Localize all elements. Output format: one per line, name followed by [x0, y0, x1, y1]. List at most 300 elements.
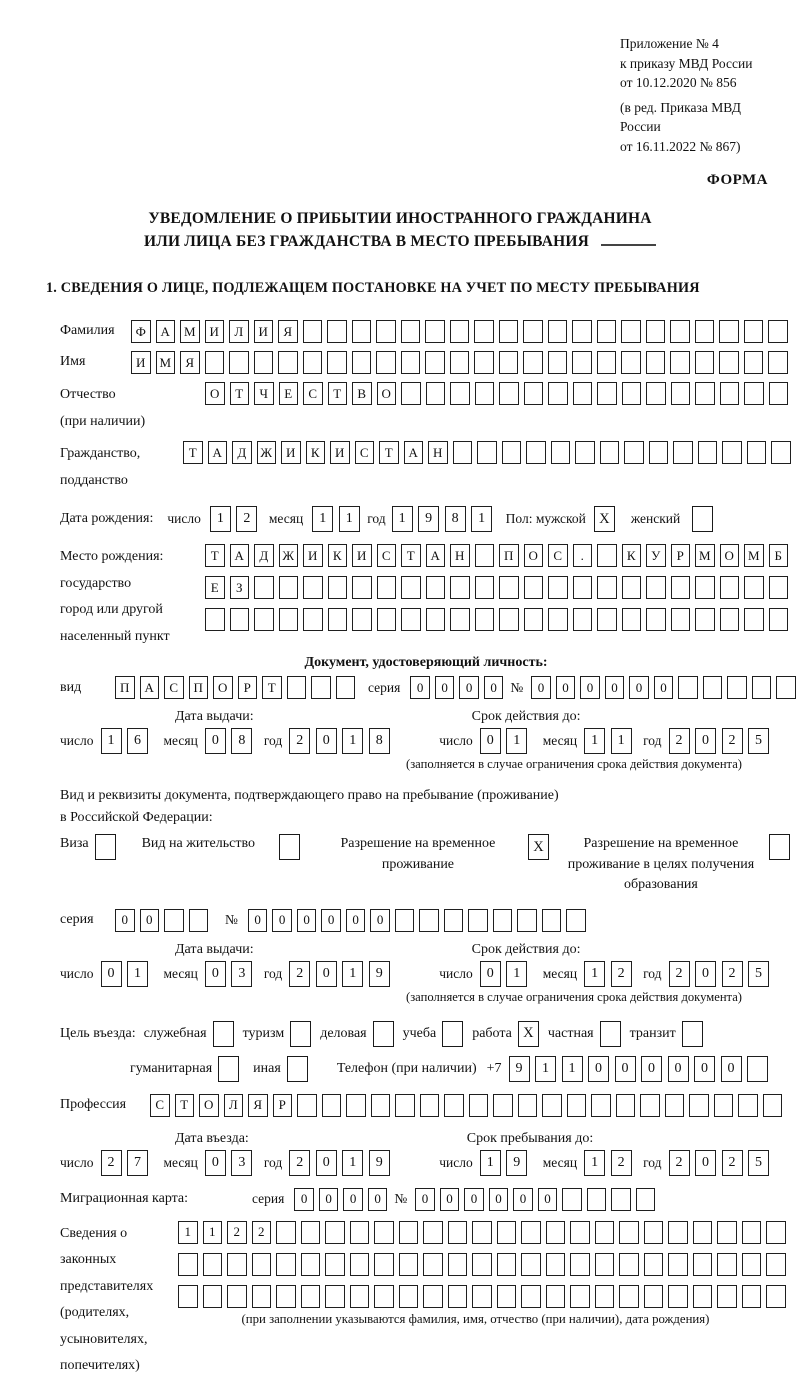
char-cell[interactable]: [475, 382, 495, 405]
char-cell[interactable]: 0: [435, 676, 455, 699]
char-cell[interactable]: 0: [321, 909, 341, 932]
char-cell[interactable]: [695, 608, 715, 631]
char-cell[interactable]: [717, 1285, 737, 1308]
char-cell[interactable]: [619, 1285, 639, 1308]
char-cell[interactable]: 2: [722, 728, 743, 754]
char-cell[interactable]: [644, 1253, 664, 1276]
char-cell[interactable]: [493, 909, 513, 932]
char-cell[interactable]: [325, 1285, 345, 1308]
char-cell[interactable]: [546, 1221, 566, 1244]
char-cell[interactable]: З: [230, 576, 250, 599]
char-cell[interactable]: [719, 351, 739, 374]
char-cell[interactable]: [575, 441, 595, 464]
char-cell[interactable]: 2: [611, 1150, 632, 1176]
char-cell[interactable]: [472, 1221, 492, 1244]
char-cell[interactable]: 0: [464, 1188, 484, 1211]
char-cell[interactable]: [450, 320, 470, 343]
char-cell[interactable]: [546, 1253, 566, 1276]
char-cell[interactable]: 0: [721, 1056, 742, 1082]
char-cell[interactable]: [600, 441, 620, 464]
char-cell[interactable]: [695, 382, 715, 405]
char-cell[interactable]: 1: [178, 1221, 198, 1244]
char-cell[interactable]: [597, 576, 617, 599]
char-cell[interactable]: [252, 1253, 272, 1276]
char-cell[interactable]: [668, 1285, 688, 1308]
char-cell[interactable]: [567, 1094, 587, 1117]
char-cell[interactable]: [747, 441, 767, 464]
char-cell[interactable]: [276, 1221, 296, 1244]
char-cell[interactable]: 1: [535, 1056, 556, 1082]
char-cell[interactable]: 0: [641, 1056, 662, 1082]
char-cell[interactable]: [570, 1285, 590, 1308]
char-cell[interactable]: К: [622, 544, 642, 567]
char-cell[interactable]: 1: [584, 1150, 605, 1176]
sex-female-checkbox[interactable]: [692, 506, 713, 532]
char-cell[interactable]: 9: [509, 1056, 530, 1082]
char-cell[interactable]: [178, 1253, 198, 1276]
char-cell[interactable]: 1: [611, 728, 632, 754]
char-cell[interactable]: [399, 1285, 419, 1308]
char-cell[interactable]: [297, 1094, 317, 1117]
char-cell[interactable]: С: [548, 544, 568, 567]
char-cell[interactable]: [717, 1253, 737, 1276]
char-cell[interactable]: Ф: [131, 320, 151, 343]
char-cell[interactable]: [426, 382, 446, 405]
char-cell[interactable]: 0: [695, 961, 716, 987]
char-cell[interactable]: [595, 1253, 615, 1276]
char-cell[interactable]: 1: [506, 728, 527, 754]
char-cell[interactable]: 0: [205, 1150, 226, 1176]
char-cell[interactable]: [521, 1253, 541, 1276]
char-cell[interactable]: Т: [175, 1094, 195, 1117]
char-cell[interactable]: [276, 1253, 296, 1276]
char-cell[interactable]: [769, 576, 789, 599]
char-cell[interactable]: [720, 576, 740, 599]
char-cell[interactable]: А: [140, 676, 160, 699]
char-cell[interactable]: 2: [289, 961, 310, 987]
char-cell[interactable]: [546, 1285, 566, 1308]
char-cell[interactable]: [493, 1094, 513, 1117]
char-cell[interactable]: [622, 576, 642, 599]
char-cell[interactable]: [548, 608, 568, 631]
char-cell[interactable]: 1: [392, 506, 413, 532]
char-cell[interactable]: [371, 1094, 391, 1117]
char-cell[interactable]: [448, 1253, 468, 1276]
char-cell[interactable]: [399, 1253, 419, 1276]
char-cell[interactable]: [752, 676, 772, 699]
char-cell[interactable]: [350, 1285, 370, 1308]
char-cell[interactable]: [374, 1285, 394, 1308]
char-cell[interactable]: [523, 351, 543, 374]
char-cell[interactable]: [521, 1221, 541, 1244]
char-cell[interactable]: Л: [229, 320, 249, 343]
char-cell[interactable]: Д: [254, 544, 274, 567]
char-cell[interactable]: 1: [342, 961, 363, 987]
char-cell[interactable]: А: [156, 320, 176, 343]
char-cell[interactable]: [693, 1253, 713, 1276]
char-cell[interactable]: [573, 576, 593, 599]
char-cell[interactable]: П: [115, 676, 135, 699]
char-cell[interactable]: Е: [279, 382, 299, 405]
char-cell[interactable]: [423, 1253, 443, 1276]
char-cell[interactable]: 2: [722, 961, 743, 987]
char-cell[interactable]: 0: [654, 676, 674, 699]
char-cell[interactable]: [744, 576, 764, 599]
char-cell[interactable]: Т: [328, 382, 348, 405]
char-cell[interactable]: П: [499, 544, 519, 567]
char-cell[interactable]: 2: [722, 1150, 743, 1176]
char-cell[interactable]: П: [189, 676, 209, 699]
char-cell[interactable]: [287, 676, 307, 699]
purpose-work-checkbox[interactable]: X: [518, 1021, 539, 1047]
char-cell[interactable]: 0: [484, 676, 504, 699]
char-cell[interactable]: [622, 608, 642, 631]
char-cell[interactable]: 0: [556, 676, 576, 699]
char-cell[interactable]: И: [330, 441, 350, 464]
char-cell[interactable]: 5: [748, 961, 769, 987]
char-cell[interactable]: [573, 608, 593, 631]
char-cell[interactable]: [695, 351, 715, 374]
char-cell[interactable]: 6: [127, 728, 148, 754]
char-cell[interactable]: 0: [629, 676, 649, 699]
char-cell[interactable]: [611, 1188, 631, 1211]
char-cell[interactable]: [448, 1285, 468, 1308]
char-cell[interactable]: 0: [588, 1056, 609, 1082]
char-cell[interactable]: [670, 351, 690, 374]
char-cell[interactable]: [425, 320, 445, 343]
char-cell[interactable]: [278, 351, 298, 374]
char-cell[interactable]: [548, 576, 568, 599]
char-cell[interactable]: [671, 382, 691, 405]
char-cell[interactable]: [448, 1221, 468, 1244]
char-cell[interactable]: [719, 320, 739, 343]
char-cell[interactable]: 8: [231, 728, 252, 754]
char-cell[interactable]: [597, 608, 617, 631]
char-cell[interactable]: 2: [252, 1221, 272, 1244]
char-cell[interactable]: О: [213, 676, 233, 699]
char-cell[interactable]: 2: [669, 1150, 690, 1176]
char-cell[interactable]: [252, 1285, 272, 1308]
char-cell[interactable]: [350, 1253, 370, 1276]
char-cell[interactable]: 1: [210, 506, 231, 532]
char-cell[interactable]: О: [524, 544, 544, 567]
char-cell[interactable]: [722, 441, 742, 464]
char-cell[interactable]: [573, 382, 593, 405]
char-cell[interactable]: [517, 909, 537, 932]
char-cell[interactable]: [524, 608, 544, 631]
char-cell[interactable]: 3: [231, 1150, 252, 1176]
char-cell[interactable]: Я: [180, 351, 200, 374]
char-cell[interactable]: [279, 608, 299, 631]
char-cell[interactable]: [401, 382, 421, 405]
char-cell[interactable]: 1: [562, 1056, 583, 1082]
char-cell[interactable]: [646, 382, 666, 405]
char-cell[interactable]: Т: [379, 441, 399, 464]
char-cell[interactable]: [671, 576, 691, 599]
char-cell[interactable]: Ж: [279, 544, 299, 567]
char-cell[interactable]: [693, 1285, 713, 1308]
char-cell[interactable]: [477, 441, 497, 464]
char-cell[interactable]: [548, 382, 568, 405]
char-cell[interactable]: С: [150, 1094, 170, 1117]
char-cell[interactable]: 2: [669, 961, 690, 987]
char-cell[interactable]: [499, 320, 519, 343]
char-cell[interactable]: [444, 1094, 464, 1117]
char-cell[interactable]: [742, 1253, 762, 1276]
char-cell[interactable]: [646, 608, 666, 631]
char-cell[interactable]: 9: [506, 1150, 527, 1176]
char-cell[interactable]: [350, 1221, 370, 1244]
char-cell[interactable]: [763, 1094, 783, 1117]
char-cell[interactable]: [227, 1285, 247, 1308]
char-cell[interactable]: Н: [428, 441, 448, 464]
char-cell[interactable]: [203, 1253, 223, 1276]
char-cell[interactable]: С: [355, 441, 375, 464]
char-cell[interactable]: В: [352, 382, 372, 405]
char-cell[interactable]: 0: [370, 909, 390, 932]
char-cell[interactable]: 5: [748, 1150, 769, 1176]
temp-residence-education-checkbox[interactable]: [769, 834, 790, 860]
char-cell[interactable]: [668, 1221, 688, 1244]
char-cell[interactable]: [472, 1253, 492, 1276]
char-cell[interactable]: Л: [224, 1094, 244, 1117]
char-cell[interactable]: 1: [312, 506, 333, 532]
char-cell[interactable]: 1: [127, 961, 148, 987]
char-cell[interactable]: 0: [346, 909, 366, 932]
char-cell[interactable]: [401, 320, 421, 343]
char-cell[interactable]: [497, 1221, 517, 1244]
char-cell[interactable]: [624, 441, 644, 464]
purpose-transit-checkbox[interactable]: [682, 1021, 703, 1047]
char-cell[interactable]: [423, 1285, 443, 1308]
char-cell[interactable]: [771, 441, 791, 464]
char-cell[interactable]: 2: [611, 961, 632, 987]
char-cell[interactable]: М: [180, 320, 200, 343]
char-cell[interactable]: [747, 1056, 768, 1082]
char-cell[interactable]: [769, 608, 789, 631]
char-cell[interactable]: 0: [415, 1188, 435, 1211]
char-cell[interactable]: Т: [262, 676, 282, 699]
char-cell[interactable]: [303, 576, 323, 599]
char-cell[interactable]: [595, 1285, 615, 1308]
char-cell[interactable]: 0: [205, 961, 226, 987]
char-cell[interactable]: [551, 441, 571, 464]
char-cell[interactable]: [619, 1221, 639, 1244]
char-cell[interactable]: 0: [695, 728, 716, 754]
char-cell[interactable]: 5: [748, 728, 769, 754]
char-cell[interactable]: [450, 576, 470, 599]
char-cell[interactable]: [742, 1285, 762, 1308]
char-cell[interactable]: 9: [369, 961, 390, 987]
char-cell[interactable]: [542, 909, 562, 932]
char-cell[interactable]: [502, 441, 522, 464]
char-cell[interactable]: О: [720, 544, 740, 567]
char-cell[interactable]: [475, 544, 495, 567]
char-cell[interactable]: [646, 576, 666, 599]
purpose-official-checkbox[interactable]: [213, 1021, 234, 1047]
char-cell[interactable]: [621, 351, 641, 374]
char-cell[interactable]: С: [303, 382, 323, 405]
char-cell[interactable]: [591, 1094, 611, 1117]
char-cell[interactable]: [566, 909, 586, 932]
char-cell[interactable]: 0: [513, 1188, 533, 1211]
char-cell[interactable]: У: [646, 544, 666, 567]
purpose-other-checkbox[interactable]: [287, 1056, 308, 1082]
char-cell[interactable]: 0: [205, 728, 226, 754]
char-cell[interactable]: [474, 351, 494, 374]
char-cell[interactable]: [178, 1285, 198, 1308]
char-cell[interactable]: [693, 1221, 713, 1244]
char-cell[interactable]: 8: [369, 728, 390, 754]
char-cell[interactable]: [695, 320, 715, 343]
char-cell[interactable]: [499, 382, 519, 405]
char-cell[interactable]: 0: [272, 909, 292, 932]
char-cell[interactable]: [548, 351, 568, 374]
char-cell[interactable]: [622, 382, 642, 405]
char-cell[interactable]: 3: [231, 961, 252, 987]
char-cell[interactable]: 2: [289, 728, 310, 754]
char-cell[interactable]: [376, 351, 396, 374]
char-cell[interactable]: [744, 351, 764, 374]
char-cell[interactable]: [230, 608, 250, 631]
char-cell[interactable]: [646, 351, 666, 374]
char-cell[interactable]: [570, 1253, 590, 1276]
char-cell[interactable]: [523, 320, 543, 343]
char-cell[interactable]: 9: [418, 506, 439, 532]
char-cell[interactable]: [668, 1253, 688, 1276]
char-cell[interactable]: 8: [445, 506, 466, 532]
char-cell[interactable]: 0: [695, 1150, 716, 1176]
char-cell[interactable]: [524, 382, 544, 405]
char-cell[interactable]: [444, 909, 464, 932]
char-cell[interactable]: [401, 576, 421, 599]
char-cell[interactable]: [646, 320, 666, 343]
char-cell[interactable]: [328, 576, 348, 599]
char-cell[interactable]: 0: [615, 1056, 636, 1082]
char-cell[interactable]: [303, 608, 323, 631]
char-cell[interactable]: 1: [339, 506, 360, 532]
char-cell[interactable]: 7: [127, 1150, 148, 1176]
char-cell[interactable]: Д: [232, 441, 252, 464]
char-cell[interactable]: [164, 909, 184, 932]
char-cell[interactable]: [744, 608, 764, 631]
char-cell[interactable]: [644, 1221, 664, 1244]
char-cell[interactable]: [425, 351, 445, 374]
char-cell[interactable]: [325, 1253, 345, 1276]
char-cell[interactable]: [742, 1221, 762, 1244]
char-cell[interactable]: [205, 608, 225, 631]
char-cell[interactable]: 0: [694, 1056, 715, 1082]
char-cell[interactable]: [776, 676, 796, 699]
char-cell[interactable]: [766, 1253, 786, 1276]
char-cell[interactable]: 1: [342, 1150, 363, 1176]
char-cell[interactable]: 0: [440, 1188, 460, 1211]
char-cell[interactable]: .: [573, 544, 593, 567]
visa-checkbox[interactable]: [95, 834, 116, 860]
char-cell[interactable]: 2: [227, 1221, 247, 1244]
char-cell[interactable]: Е: [205, 576, 225, 599]
char-cell[interactable]: Р: [671, 544, 691, 567]
char-cell[interactable]: [254, 576, 274, 599]
char-cell[interactable]: Т: [230, 382, 250, 405]
char-cell[interactable]: А: [208, 441, 228, 464]
char-cell[interactable]: [727, 676, 747, 699]
char-cell[interactable]: К: [328, 544, 348, 567]
char-cell[interactable]: [423, 1221, 443, 1244]
char-cell[interactable]: [644, 1285, 664, 1308]
char-cell[interactable]: [698, 441, 718, 464]
char-cell[interactable]: 2: [669, 728, 690, 754]
char-cell[interactable]: И: [303, 544, 323, 567]
char-cell[interactable]: 0: [580, 676, 600, 699]
char-cell[interactable]: 0: [316, 961, 337, 987]
char-cell[interactable]: [572, 351, 592, 374]
char-cell[interactable]: [189, 909, 209, 932]
char-cell[interactable]: А: [426, 544, 446, 567]
char-cell[interactable]: [475, 608, 495, 631]
char-cell[interactable]: [720, 382, 740, 405]
char-cell[interactable]: Н: [450, 544, 470, 567]
temp-residence-checkbox[interactable]: X: [528, 834, 549, 860]
char-cell[interactable]: [744, 320, 764, 343]
char-cell[interactable]: 0: [531, 676, 551, 699]
char-cell[interactable]: [472, 1285, 492, 1308]
char-cell[interactable]: [395, 1094, 415, 1117]
char-cell[interactable]: Ч: [254, 382, 274, 405]
char-cell[interactable]: [499, 576, 519, 599]
char-cell[interactable]: И: [281, 441, 301, 464]
char-cell[interactable]: 0: [605, 676, 625, 699]
char-cell[interactable]: Я: [248, 1094, 268, 1117]
char-cell[interactable]: [766, 1221, 786, 1244]
char-cell[interactable]: 0: [459, 676, 479, 699]
char-cell[interactable]: 0: [480, 961, 501, 987]
char-cell[interactable]: С: [164, 676, 184, 699]
char-cell[interactable]: М: [695, 544, 715, 567]
char-cell[interactable]: 0: [410, 676, 430, 699]
char-cell[interactable]: 0: [101, 961, 122, 987]
char-cell[interactable]: [717, 1221, 737, 1244]
char-cell[interactable]: [703, 676, 723, 699]
char-cell[interactable]: [518, 1094, 538, 1117]
char-cell[interactable]: [419, 909, 439, 932]
char-cell[interactable]: [279, 576, 299, 599]
char-cell[interactable]: 1: [480, 1150, 501, 1176]
char-cell[interactable]: [401, 608, 421, 631]
char-cell[interactable]: [671, 608, 691, 631]
char-cell[interactable]: [570, 1221, 590, 1244]
char-cell[interactable]: Р: [273, 1094, 293, 1117]
char-cell[interactable]: И: [205, 320, 225, 343]
char-cell[interactable]: [322, 1094, 342, 1117]
residence-permit-checkbox[interactable]: [279, 834, 300, 860]
char-cell[interactable]: [548, 320, 568, 343]
char-cell[interactable]: [203, 1285, 223, 1308]
purpose-humanitarian-checkbox[interactable]: [218, 1056, 239, 1082]
char-cell[interactable]: [766, 1285, 786, 1308]
char-cell[interactable]: [376, 320, 396, 343]
char-cell[interactable]: [619, 1253, 639, 1276]
char-cell[interactable]: [768, 320, 788, 343]
char-cell[interactable]: 1: [471, 506, 492, 532]
char-cell[interactable]: Т: [205, 544, 225, 567]
purpose-study-checkbox[interactable]: [442, 1021, 463, 1047]
char-cell[interactable]: [352, 576, 372, 599]
char-cell[interactable]: 0: [248, 909, 268, 932]
char-cell[interactable]: [328, 608, 348, 631]
char-cell[interactable]: [374, 1221, 394, 1244]
char-cell[interactable]: [327, 320, 347, 343]
